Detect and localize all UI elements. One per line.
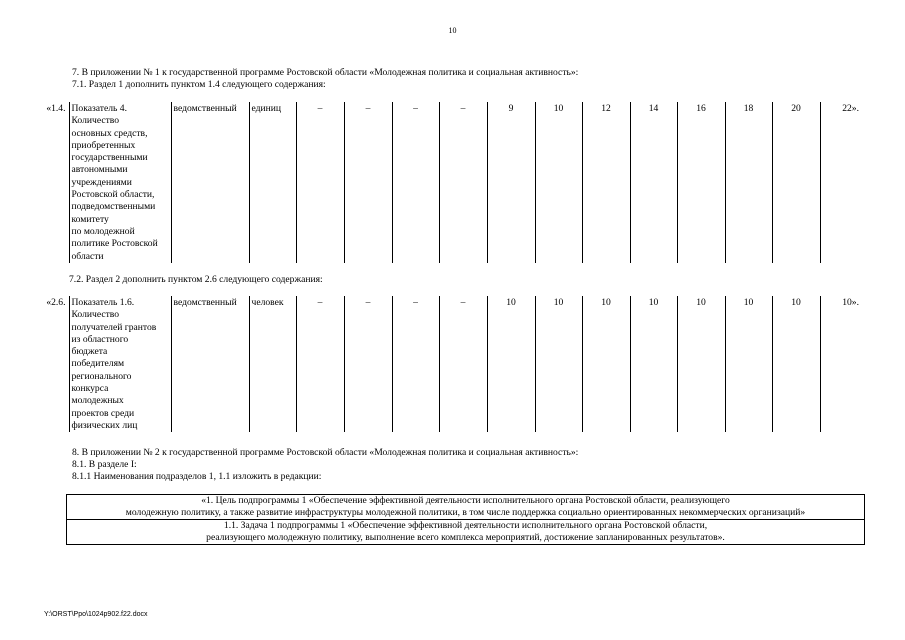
text-line: 1.1. Задача 1 подпрограммы 1 «Обеспечение эффективной деятельности исполнительного органа Ростовской области, (223, 520, 708, 531)
subsection-1-1-title (67, 519, 864, 544)
value-cell: 20 (772, 102, 820, 263)
value-cell: 10 (535, 296, 582, 432)
name-line: Количество (71, 309, 120, 321)
value-cell: 22». (820, 102, 863, 263)
value-cell: 14 (630, 102, 677, 263)
item8-sub2: 8.1.1 Наименования подразделов 1, 1.1 изложить в редакции: (72, 471, 322, 482)
value-cell: – (439, 296, 487, 432)
redaction-table (66, 494, 865, 545)
name-line: подведомственными (71, 201, 156, 213)
name-line: проектов среди (71, 407, 135, 419)
row-code: «1.4. (40, 102, 69, 263)
indicator-table-1 (40, 102, 863, 263)
name-line: регионального (71, 370, 132, 382)
name-line: Ростовской области, (71, 189, 155, 201)
name-line: Показатель 4. (71, 103, 128, 114)
item8-heading: 8. В приложении № 2 к государственной программе Ростовской области «Молодежная политика и социальная активность»: (72, 447, 579, 458)
name-line: бюджета (71, 346, 108, 358)
table-row (40, 296, 863, 432)
value-cell: – (296, 296, 344, 432)
value-cell: 9 (487, 102, 535, 263)
row-code: «2.6. (40, 296, 69, 432)
indicator-type: ведомственный (171, 102, 249, 263)
name-line: приобретенных (71, 139, 136, 151)
text-line: «1. Цель подпрограммы 1 «Обеспечение эффективной деятельности исполнительного органа Ростовской области, реализующего (201, 495, 730, 506)
indicator-name (69, 102, 171, 263)
value-cell: 16 (677, 102, 725, 263)
value-cell: 10 (535, 102, 582, 263)
name-line: основных средств, (71, 127, 148, 139)
name-line: победителям (71, 358, 125, 370)
item7-sub1: 7.1. Раздел 1 дополнить пунктом 1.4 следующего содержания: (72, 79, 326, 90)
indicator-unit: человек (249, 296, 296, 432)
name-line: конкурса (71, 383, 109, 395)
indicator-unit: единиц (249, 102, 296, 263)
subsection-1-title (67, 495, 864, 519)
name-line: молодежных (71, 395, 124, 407)
value-cell: – (439, 102, 487, 263)
value-cell: – (296, 102, 344, 263)
name-line: из областного (71, 333, 129, 345)
name-line: физических лиц (71, 419, 138, 431)
value-cell: 10». (820, 296, 863, 432)
name-line: государственными (71, 152, 148, 164)
file-path-footer: Y:\ORST\Ppo\1024p902.f22.docx (44, 611, 148, 618)
name-line: комитету (71, 213, 109, 225)
name-line: политике Ростовской (71, 238, 158, 250)
name-line: Количество (71, 115, 120, 127)
page-number: 10 (448, 26, 457, 35)
indicator-type: ведомственный (171, 296, 249, 432)
value-cell: 12 (582, 102, 630, 263)
value-cell: 10 (582, 296, 630, 432)
name-line: получателей грантов (71, 321, 157, 333)
name-line: Показатель 1.6. (71, 297, 135, 308)
value-cell: 10 (487, 296, 535, 432)
name-line: области (71, 250, 104, 262)
name-line: автономными (71, 164, 128, 176)
value-cell: 10 (725, 296, 772, 432)
item7-heading: 7. В приложении № 1 к государственной программе Ростовской области «Молодежная политика и социальная активность»: (72, 67, 579, 78)
indicator-table-2 (40, 296, 863, 432)
value-cell: 10 (677, 296, 725, 432)
indicator-name (69, 296, 171, 432)
item7-sub2: 7.2. Раздел 2 дополнить пунктом 2.6 следующего содержания: (69, 274, 323, 285)
value-cell: 10 (630, 296, 677, 432)
name-line: учреждениями (71, 176, 132, 188)
value-cell: – (344, 296, 392, 432)
value-cell: – (392, 296, 439, 432)
value-cell: – (392, 102, 439, 263)
item8-sub1: 8.1. В разделе I: (72, 459, 137, 470)
text-line: молодежную политику, а также развитие инфраструктуры молодежной политики, в том числе поддержка социально ориентированных некоммерческих организаций» (125, 507, 806, 518)
name-line: по молодежной (71, 225, 135, 237)
table-row (40, 102, 863, 263)
value-cell: 10 (772, 296, 820, 432)
value-cell: 18 (725, 102, 772, 263)
text-line: реализующего молодежную политику, выполнение всего комплекса мероприятий, достижение запланированных результатов». (206, 532, 725, 543)
value-cell: – (344, 102, 392, 263)
